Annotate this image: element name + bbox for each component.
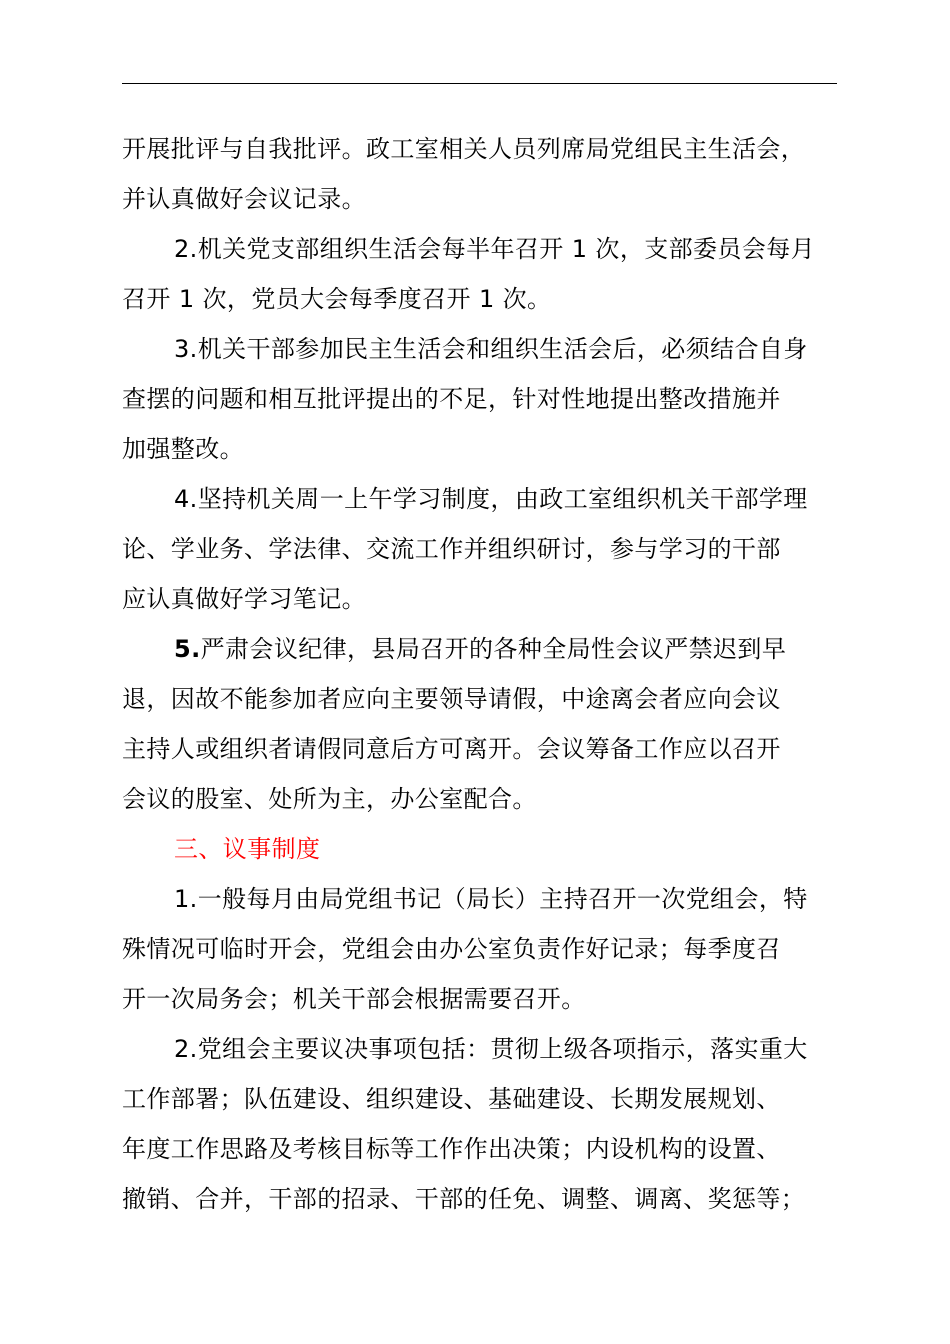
text-line: 应认真做好学习笔记。 — [122, 585, 366, 613]
text-line: 撤销、合并，干部的招录、干部的任免、调整、调离、奖惩等； — [122, 1185, 806, 1213]
text-line: 3.机关干部参加民主生活会和组织生活会后，必须结合自身 — [174, 335, 808, 363]
text-line: 召开 1 次，党员大会每季度召开 1 次。 — [122, 285, 552, 313]
text-line: 开一次局务会；机关干部会根据需要召开。 — [122, 985, 586, 1013]
text-line: 1.一般每月由局党组书记（局长）主持召开一次党组会，特 — [174, 885, 808, 913]
text-line: 4.坚持机关周一上午学习制度，由政工室组织机关干部学理 — [174, 485, 808, 513]
text-line: 工作部署；队伍建设、组织建设、基础建设、长期发展规划、 — [122, 1085, 781, 1113]
text-line: 2.机关党支部组织生活会每半年召开 1 次，支部委员会每月 — [174, 235, 816, 263]
text-line: 退，因故不能参加者应向主要领导请假，中途离会者应向会议 — [122, 685, 781, 713]
text-line: 殊情况可临时开会，党组会由办公室负责作好记录；每季度召 — [122, 935, 781, 963]
text-line: 会议的股室、处所为主，办公室配合。 — [122, 785, 537, 813]
text-line: 5.严肃会议纪律，县局召开的各种全局性会议严禁迟到早 — [174, 635, 787, 663]
text-line: 加强整改。 — [122, 435, 244, 463]
item-number: 5. — [174, 635, 201, 663]
text-line: 2.党组会主要议决事项包括：贯彻上级各项指示，落实重大 — [174, 1035, 808, 1063]
text-line: 查摆的问题和相互批评提出的不足，针对性地提出整改措施并 — [122, 385, 781, 413]
text-line: 主持人或组织者请假同意后方可离开。会议筹备工作应以召开 — [122, 735, 781, 763]
text-line: 开展批评与自我批评。政工室相关人员列席局党组民主生活会， — [122, 135, 806, 163]
text-line: 年度工作思路及考核目标等工作作出决策；内设机构的设置、 — [122, 1135, 781, 1163]
header-rule — [122, 83, 837, 84]
document-body — [122, 124, 840, 1224]
text-line: 论、学业务、学法律、交流工作并组织研讨，参与学习的干部 — [122, 535, 781, 563]
section-heading: 三、议事制度 — [174, 835, 321, 863]
text-line: 并认真做好会议记录。 — [122, 185, 366, 213]
